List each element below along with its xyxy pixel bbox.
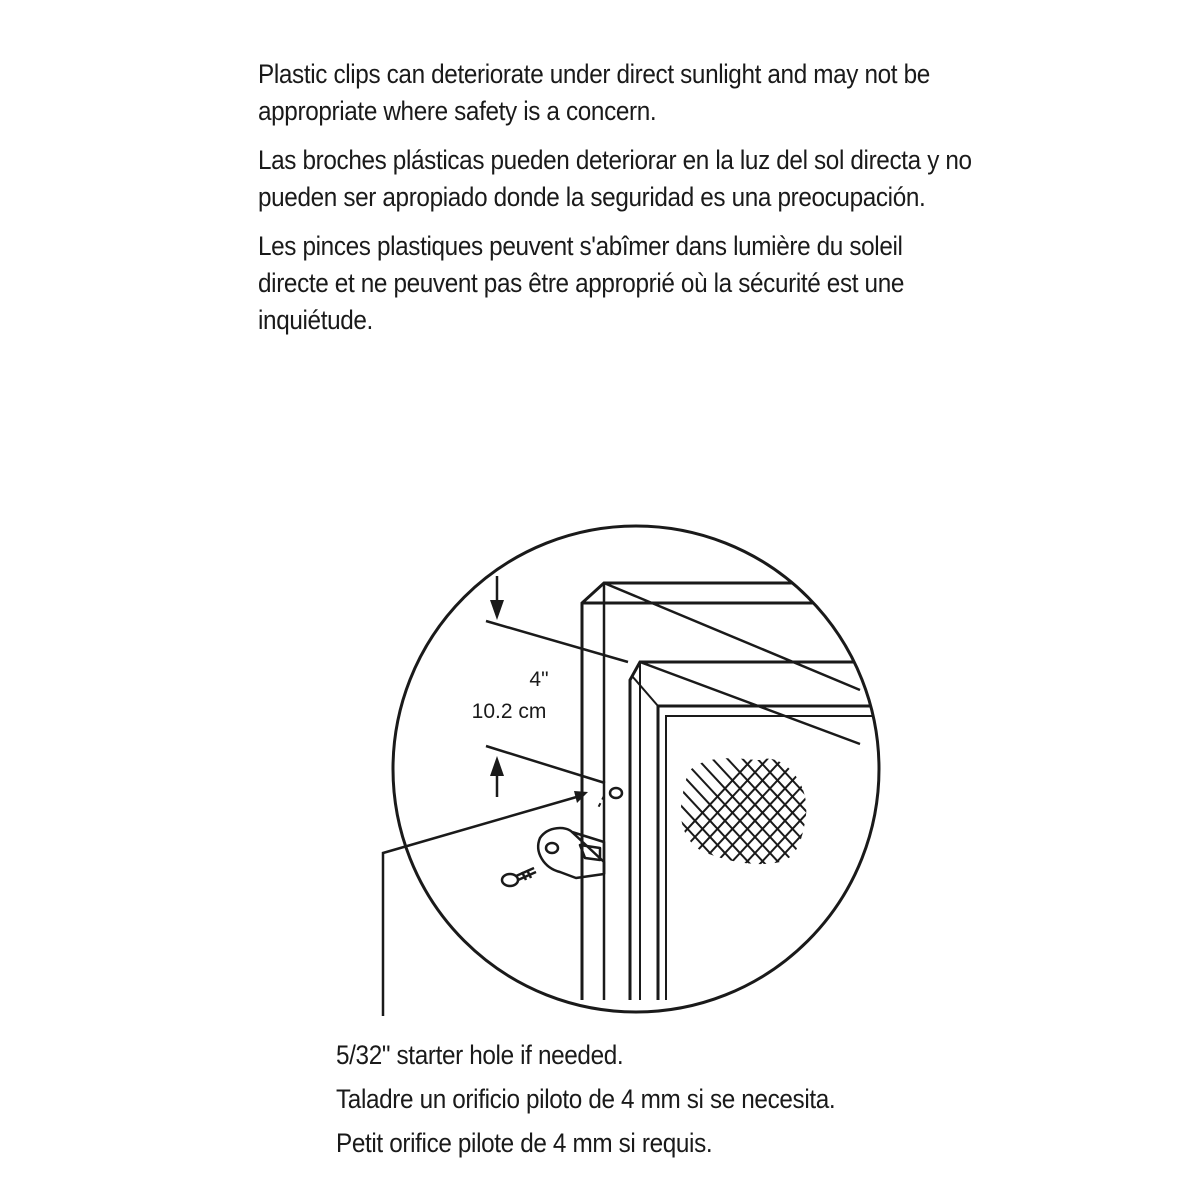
screen-mesh	[590, 740, 905, 880]
starter-hole	[610, 788, 622, 798]
arrow-up-icon	[490, 756, 504, 776]
clip-icon	[538, 828, 604, 878]
dimension-indicator	[486, 576, 628, 797]
arrow-down-icon	[490, 600, 504, 620]
warning-french: Les pinces plastiques peuvent s'abîmer dans lumière du soleil directe et ne peuvent pas être approprié où la sécurité est une inquiétude.	[258, 231, 905, 335]
warning-spanish: Las broches plásticas pueden deteriorar en la luz del sol directa y no pueden ser apropiado donde la seguridad es una preocupación.	[258, 145, 972, 212]
detail-circle	[393, 526, 879, 1012]
caption-english: 5/32" starter hole if needed.	[336, 1040, 624, 1070]
warning-english: Plastic clips can deteriorate under direct sunlight and may not be appropriate where safety is a concern.	[258, 59, 930, 126]
caption-spanish: Taladre un orificio piloto de 4 mm si se necesita.	[336, 1084, 836, 1114]
caption-block	[336, 1033, 1136, 1165]
caption-french: Petit orifice pilote de 4 mm si requis.	[336, 1128, 713, 1158]
window-frame	[582, 583, 880, 1000]
screw-icon	[502, 868, 536, 886]
dimension-imperial-label: 4"	[529, 668, 549, 691]
dimension-metric-label: 10.2 cm	[471, 700, 547, 723]
leader-line	[383, 791, 588, 1016]
